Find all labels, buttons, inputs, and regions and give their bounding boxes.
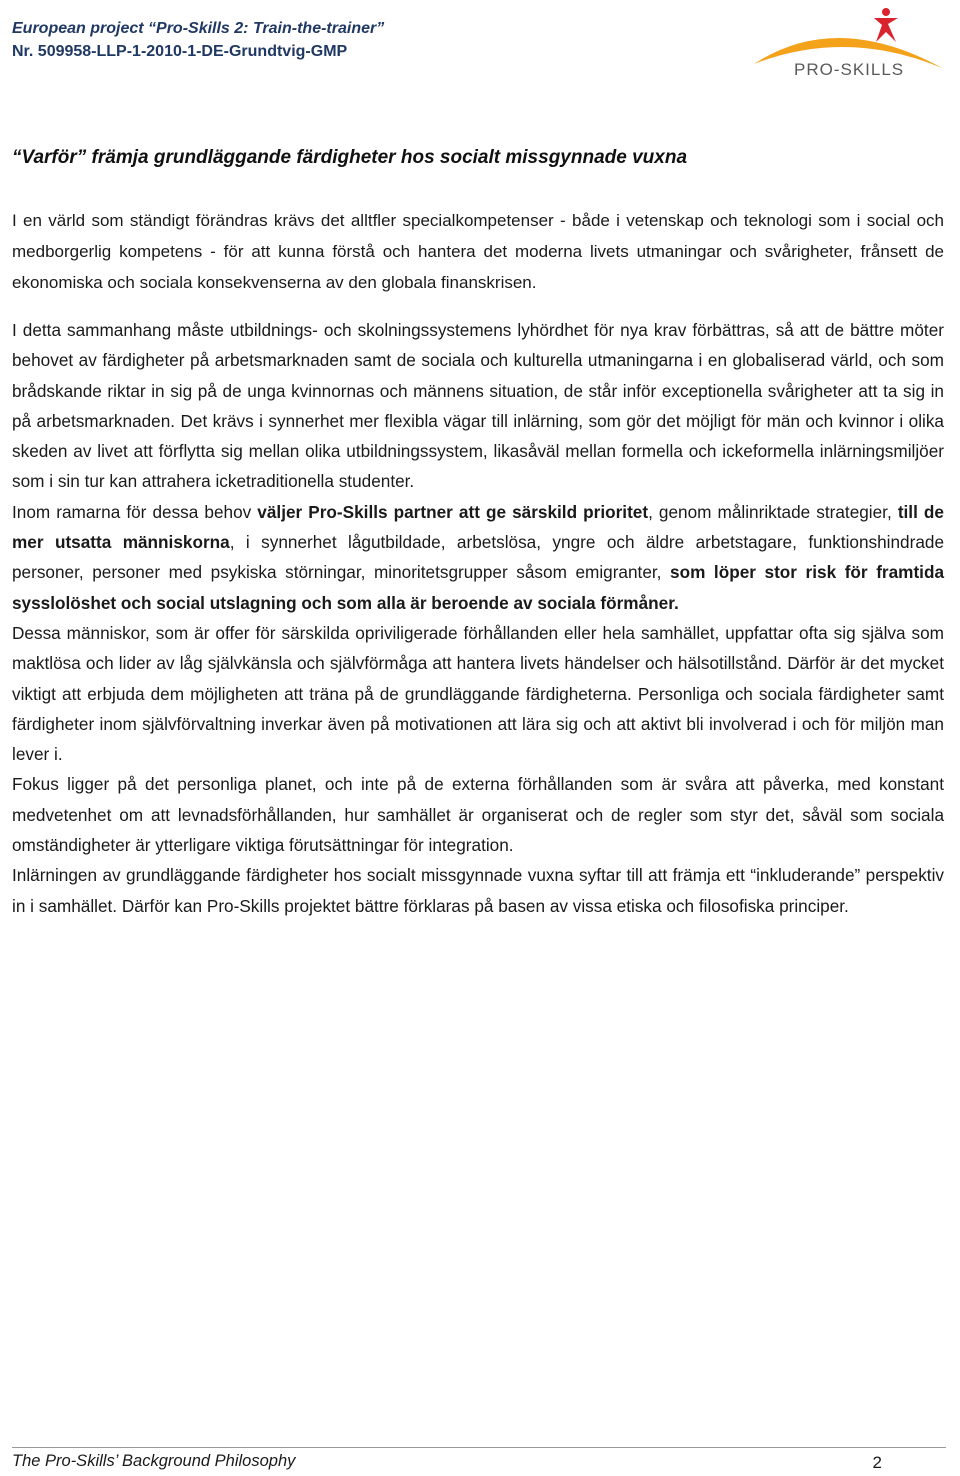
p2-bold-f: som löper stor risk för framtida sysslolöshet och social utslagning och som alla är beroende av sociala förmåner. bbox=[12, 562, 945, 613]
p2-bold-d: till de mer utsatta människorna bbox=[12, 501, 944, 553]
paragraph-2 bbox=[12, 497, 944, 618]
p2-bold-b: väljer Pro-Skills partner att ge särskild prioritet bbox=[257, 501, 649, 522]
intro-text: I en värld som ständigt förändras krävs det alltfler specialkompetenser - både i vetenskap och teknologi som i social och medborgerlig kompetens - för att kunna förstå och hantera det moderna livets utmaningar och svårigheter, frånsett de ekonomiska och sociala konsekvenserna av den globala finanskrisen. bbox=[12, 211, 944, 292]
footer-divider bbox=[12, 1447, 946, 1448]
paragraph-1: I detta sammanhang måste utbildnings- och skolningssystemens lyhördhet för nya krav förbättras, så att de bättre möter behovet av färdigheter på arbetsmarknaden samt de sociala och kulturella utmaningarna i en globaliserad värld, och som brådskande riktar in sig på de unga kvinnornas och männens situation, de står inför exceptionella svårigheter att ta sig in på arbetsmarknaden. Det krävs i synnerhet mer flexibla vägar till inlärning, som gör det möjligt för män och kvinnor i olika skeden av livet att förflytta sig mellan olika utbildningssystem, likasåväl mellan formella och ickeformella inlärningsmiljöer som i sin tur kan attrahera icketraditionella studenter. bbox=[12, 320, 944, 492]
page-title: “Varför” främja grundläggande färdigheter hos socialt missgynnade vuxna bbox=[12, 147, 688, 168]
pro-skills-logo bbox=[746, 2, 946, 82]
paragraph-4: Fokus ligger på det personliga planet, och inte på de externa förhållanden som är svåra att påverka, med konstant medvetenhet om att levnadsförhållanden, hur samhället är organiserat och de regler som styr det, såväl som sociala omständigheter är ytterligare viktiga förutsättningar för integration. bbox=[12, 774, 944, 856]
logo-wordmark: PRO-SKILLS bbox=[794, 60, 905, 79]
paragraph-3: Dessa människor, som är offer för särskilda opriviligerade förhållanden eller hela samhället, uppfattar ofta sig själva som maktlösa och lider av låg självkänsla och självförmåga att hantera livets händelser och hälsotillstånd. Därför är det mycket viktigt att erbjuda dem möjligheten att träna på de grundläggande färdigheterna. Personliga och sociala färdigheter samt färdigheter inom självförvaltning inverkar även på motivationen att lära sig och att aktivt bli involverad i och för miljön man lever i. bbox=[12, 622, 944, 765]
paragraph-5: Inlärningen av grundläggande färdigheter hos socialt missgynnade vuxna syftar till att främja ett “inkluderande” perspektiv in i samhället. Därför kan Pro-Skills projektet bättre förklaras på basen av vissa etiska och filosofiska principer. bbox=[12, 865, 944, 916]
intro-paragraph bbox=[12, 205, 944, 298]
p2-text-c: , genom målinriktade strategier, bbox=[648, 501, 898, 522]
main-text bbox=[12, 315, 944, 921]
p2-text-a: Inom ramarna för dessa behov bbox=[12, 501, 258, 522]
header-project-title: European project “Pro-Skills 2: Train-the-trainer” bbox=[12, 20, 385, 37]
header-project-number: Nr. 509958-LLP-1-2010-1-DE-Grundtvig-GMP bbox=[12, 43, 348, 60]
footer-title: The Pro-Skills’ Background Philosophy bbox=[12, 1452, 296, 1470]
p2-text-e: , i synnerhet lågutbildade, arbetslösa, yngre och äldre arbetstagare, funktionshindrade personer, personer med psykiska störningar, minoritetsgrupper såsom emigranter, bbox=[12, 532, 945, 583]
page-number: 2 bbox=[872, 1453, 882, 1472]
